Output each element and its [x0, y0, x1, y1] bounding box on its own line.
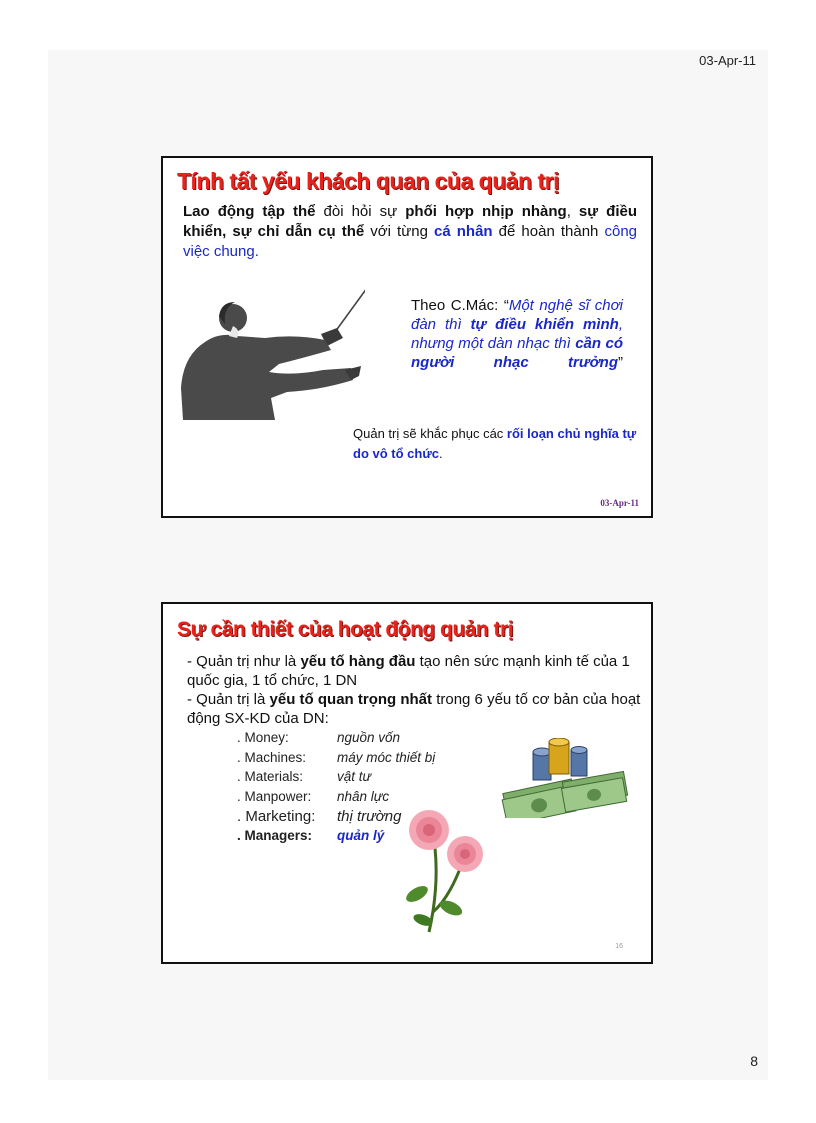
list-item — [237, 730, 435, 750]
para-text: yếu tố hàng đầu — [300, 653, 416, 670]
intro-text: sự điều khiển, sự chỉ dẫn cụ thể — [183, 203, 637, 240]
intro-text: phối hợp nhịp nhàng — [405, 203, 567, 220]
quote-text: tự điều khiển mình — [470, 316, 619, 333]
intro-paragraph — [183, 202, 637, 262]
intro-text: đòi hỏi sự — [315, 203, 406, 220]
factor-value: máy móc thiết bị — [337, 749, 436, 765]
paragraph-most-important — [187, 690, 641, 728]
intro-text: để hoàn thành — [492, 223, 605, 240]
overcome-text: Quản trị sẽ khắc phục các — [353, 426, 507, 441]
factor-value: vật tư — [337, 769, 372, 784]
factor-value: thị trường — [337, 808, 402, 825]
para-text: - Quản trị là — [187, 691, 270, 708]
para-text: - Quản trị như là — [187, 653, 301, 670]
para-text: yếu tố quan trọng nhất — [269, 691, 433, 708]
overcome-statement — [353, 424, 639, 464]
list-item — [237, 789, 435, 809]
intro-text: Lao động tập thể — [183, 203, 316, 220]
quote-text: cần có người nhạc trưởng — [411, 335, 623, 371]
para-text: tạo nên sức mạnh kinh tế của 1 quốc gia, 1 tổ chức, 1 DN — [187, 653, 630, 689]
management-paragraphs — [187, 652, 641, 728]
intro-text: , — [566, 203, 579, 220]
money-illustration — [499, 738, 629, 818]
page-number: 8 — [750, 1053, 758, 1069]
page-date: 03-Apr-11 — [699, 53, 756, 68]
factor-label: . Machines: — [237, 749, 307, 765]
list-item — [237, 750, 435, 770]
slide-number: 16 — [615, 943, 623, 950]
intro-text: với từng — [364, 223, 435, 240]
quote-text: ” — [618, 354, 623, 371]
slide-title: Sự cần thiết của hoạt động quản trị — [177, 618, 514, 641]
overcome-text: rối loạn chủ nghĩa tự do vô tổ chức — [353, 426, 637, 461]
quote-text: Theo C.Mác: “ — [411, 297, 509, 314]
factor-label: . Managers: — [237, 827, 313, 843]
factor-value: nhân lực — [337, 788, 390, 804]
factor-label: . Materials: — [237, 769, 304, 784]
slide-title: Tính tất yếu khách quan của quản trị — [177, 168, 559, 194]
slide-objective-necessity — [161, 156, 653, 518]
quote-text: Một nghệ sĩ chơi đàn thì — [411, 297, 624, 333]
roses-illustration — [399, 808, 495, 936]
quote-text: , nhưng một dàn nhạc thì — [411, 316, 623, 352]
list-item — [237, 769, 435, 789]
intro-text: cá nhân — [434, 223, 493, 240]
overcome-text: . — [438, 446, 443, 461]
factor-value: quản lý — [337, 827, 385, 843]
factor-label: . Marketing: — [237, 808, 316, 825]
intro-text: công việc chung. — [183, 223, 638, 260]
factor-label: . Money: — [237, 730, 289, 745]
marx-quote — [411, 296, 623, 372]
factor-label: . Manpower: — [237, 788, 312, 804]
factor-value: nguồn vốn — [337, 730, 401, 745]
paragraph-leading-factor — [187, 652, 641, 690]
conductor-illustration — [175, 280, 365, 420]
para-text: trong 6 yếu tố cơ bản của hoạt động SX-KD của DN: — [187, 691, 641, 727]
slide-footer-date: 03-Apr-11 — [600, 498, 639, 508]
slide-management-necessity — [161, 602, 653, 964]
